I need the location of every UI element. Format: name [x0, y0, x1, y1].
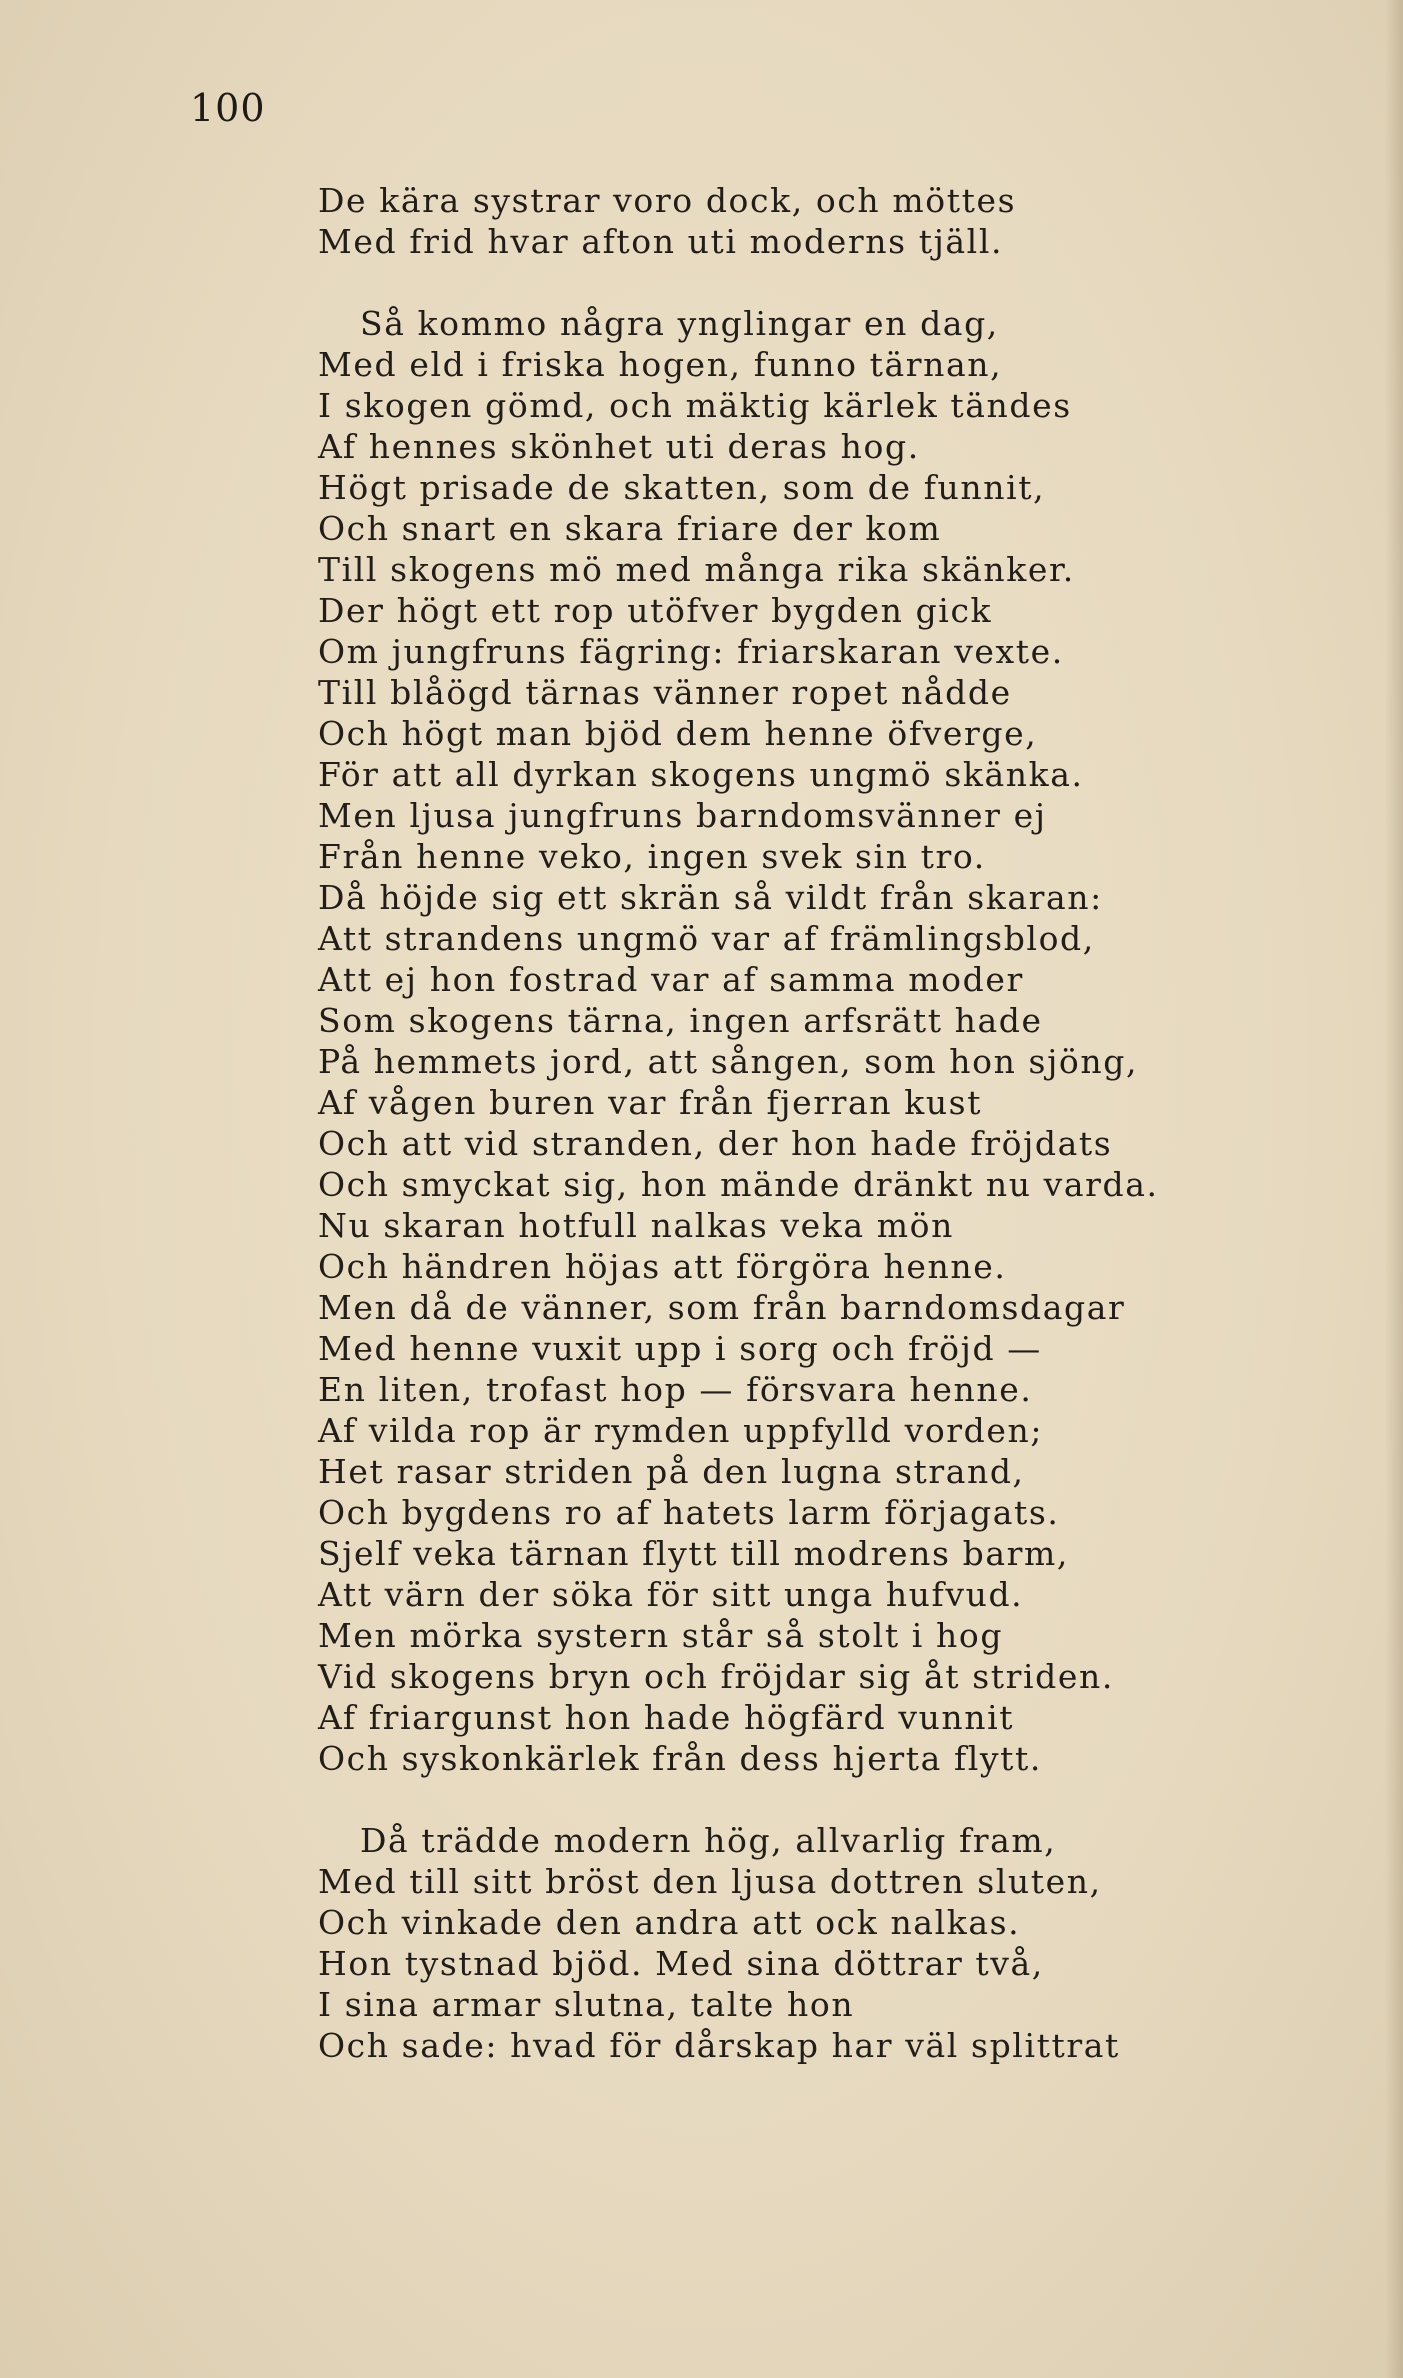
poem-line: Att värn der söka för sitt unga hufvud. [318, 1575, 1024, 1614]
poem-line: Från henne veko, ingen svek sin tro. [318, 837, 986, 876]
stanza-2 [318, 303, 1358, 1779]
poem-line: De kära systrar voro dock, och möttes [318, 181, 1017, 220]
stanza-3 [318, 1820, 1358, 2066]
poem-line: Och att vid stranden, der hon hade fröjdats [318, 1124, 1113, 1163]
poem-line: Af vågen buren var från fjerran kust [318, 1083, 983, 1122]
poem-line: Och snart en skara friare der kom [318, 509, 942, 548]
poem-line: I skogen gömd, och mäktig kärlek tändes [318, 386, 1072, 425]
poem-line: I sina armar slutna, talte hon [318, 1985, 855, 2024]
poem-line: Af friargunst hon hade högfärd vunnit [318, 1698, 1015, 1737]
poem-line: Då höjde sig ett skrän så vildt från skaran: [318, 878, 1103, 917]
poem-line: Het rasar striden på den lugna strand, [318, 1452, 1025, 1491]
page-number: 100 [190, 86, 266, 130]
poem-line: Till skogens mö med många rika skänker. [318, 550, 1075, 589]
poem-line: Och högt man bjöd dem henne öfverge, [318, 714, 1038, 753]
poem-line: Med henne vuxit upp i sorg och fröjd — [318, 1329, 1042, 1368]
poem-line: Hon tystnad bjöd. Med sina döttrar två, [318, 1944, 1044, 1983]
poem-line: Till blåögd tärnas vänner ropet nådde [318, 673, 1012, 712]
poem-line: Der högt ett rop utöfver bygden gick [318, 591, 993, 630]
poem-line: Och bygdens ro af hatets larm förjagats. [318, 1493, 1060, 1532]
poem-line: På hemmets jord, att sången, som hon sjöng, [318, 1042, 1139, 1081]
poem-line: Och syskonkärlek från dess hjerta flytt. [318, 1739, 1042, 1778]
poem-line: Och vinkade den andra att ock nalkas. [318, 1903, 1021, 1942]
poem-line: Men mörka systern står så stolt i hog [318, 1616, 1004, 1655]
poem-line: Men ljusa jungfruns barndomsvänner ej [318, 796, 1047, 835]
poem-line: Högt prisade de skatten, som de funnit, [318, 468, 1046, 507]
poem-line: Med till sitt bröst den ljusa dottren sluten, [318, 1862, 1102, 1901]
poem-line: Som skogens tärna, ingen arfsrätt hade [318, 1001, 1043, 1040]
poem-line: En liten, trofast hop — försvara henne. [318, 1370, 1033, 1409]
poem-line: Af hennes skönhet uti deras hog. [318, 427, 920, 466]
poem-line: Men då de vänner, som från barndomsdagar [318, 1288, 1126, 1327]
poem-line: Och smyckat sig, hon mände dränkt nu varda. [318, 1165, 1159, 1204]
poem-text [318, 180, 1358, 2066]
poem-line: Nu skaran hotfull nalkas veka mön [318, 1206, 954, 1245]
poem-line: Af vilda rop är rymden uppfylld vorden; [318, 1411, 1044, 1450]
stanza-1 [318, 180, 1358, 262]
poem-line: Med eld i friska hogen, funno tärnan, [318, 345, 1003, 384]
poem-line: Så kommo några ynglingar en dag, [360, 304, 999, 343]
poem-line: Då trädde modern hög, allvarlig fram, [360, 1821, 1057, 1860]
poem-line: Sjelf veka tärnan flytt till modrens barm, [318, 1534, 1069, 1573]
poem-line: Och sade: hvad för dårskap har väl splittrat [318, 2026, 1120, 2065]
poem-line: Att ej hon fostrad var af samma moder [318, 960, 1024, 999]
page-edge-shadow [1385, 0, 1403, 2378]
poem-line: Vid skogens bryn och fröjdar sig åt striden. [318, 1657, 1114, 1696]
poem-line: Och händren höjas att förgöra henne. [318, 1247, 1007, 1286]
poem-line: Att strandens ungmö var af främlingsblod, [318, 919, 1095, 958]
poem-line: Om jungfruns fägring: friarskaran vexte. [318, 632, 1064, 671]
poem-line: Med frid hvar afton uti moderns tjäll. [318, 222, 1004, 261]
poem-line: För att all dyrkan skogens ungmö skänka. [318, 755, 1084, 794]
